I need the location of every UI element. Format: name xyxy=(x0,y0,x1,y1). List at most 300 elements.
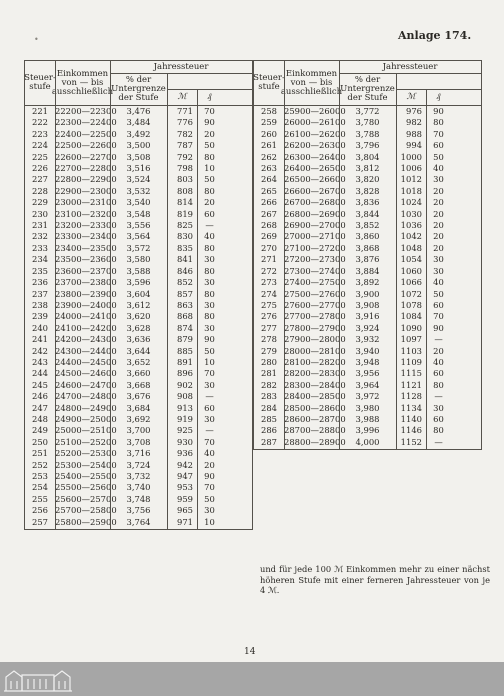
table-row xyxy=(254,163,481,174)
table-row xyxy=(25,163,252,174)
cell-prozent: 3,732 xyxy=(126,471,151,481)
tax-table-right xyxy=(253,60,482,450)
tax-table-left xyxy=(24,60,253,530)
cell-mark: 792 xyxy=(177,151,193,162)
cell-pfennig: 20 xyxy=(433,231,444,242)
cell-einkommen: 24900—25000 xyxy=(55,413,117,424)
cell-einkommen: 24500—24600 xyxy=(55,368,117,379)
cell-stufe: 257 xyxy=(32,516,48,527)
col-header-mark xyxy=(396,89,426,105)
cell-einkommen: 24300—24400 xyxy=(55,345,117,356)
cell-prozent: 3,724 xyxy=(126,459,151,470)
cell-pfennig: 10 xyxy=(204,163,215,174)
cell-einkommen: 27900—28000 xyxy=(284,334,346,345)
col-header-einkommen xyxy=(51,61,114,105)
cell-einkommen: 25900—26000 xyxy=(284,106,346,116)
cell-mark: 782 xyxy=(177,128,193,139)
cell-pfennig: 30 xyxy=(204,299,215,310)
table-row xyxy=(254,140,481,151)
cell-pfennig: 20 xyxy=(204,197,215,208)
cell-mark: 1012 xyxy=(400,174,422,185)
table-row xyxy=(25,517,252,528)
cell-pfennig: 50 xyxy=(433,151,444,162)
cell-mark: 1018 xyxy=(400,185,422,196)
cell-mark: 1042 xyxy=(400,231,422,242)
cell-einkommen: 22700—22800 xyxy=(55,163,117,174)
header-divider xyxy=(110,61,111,105)
table-row xyxy=(25,254,252,265)
table-row xyxy=(25,289,252,300)
cell-prozent: 3,524 xyxy=(126,174,151,185)
cell-pfennig: 30 xyxy=(433,174,444,185)
cell-prozent: 3,972 xyxy=(355,391,380,402)
cell-einkommen: 24800—24900 xyxy=(55,402,117,413)
cell-stufe: 223 xyxy=(32,128,48,139)
cell-prozent: 3,892 xyxy=(355,277,380,288)
cell-einkommen: 25300—25400 xyxy=(55,459,117,470)
cell-einkommen: 24700—24800 xyxy=(55,391,117,402)
cell-prozent: 3,580 xyxy=(126,254,151,265)
cell-prozent: 3,780 xyxy=(355,117,380,128)
cell-pfennig: 30 xyxy=(204,413,215,424)
cell-pfennig: 90 xyxy=(204,334,215,345)
cell-prozent: 3,836 xyxy=(355,197,380,208)
cell-mark: 919 xyxy=(177,413,193,424)
cell-prozent: 3,900 xyxy=(355,288,380,299)
cell-einkommen: 27000—27100 xyxy=(284,231,346,242)
cell-stufe: 264 xyxy=(261,174,277,185)
header-divider xyxy=(284,61,285,105)
cell-stufe: 281 xyxy=(261,368,277,379)
cell-mark: 1121 xyxy=(400,379,422,390)
cell-stufe: 238 xyxy=(32,299,48,310)
table-row xyxy=(254,106,481,117)
cell-pfennig: 70 xyxy=(433,128,444,139)
cell-einkommen: 28300—28400 xyxy=(284,379,346,390)
col-header-einkommen xyxy=(280,61,343,105)
cell-stufe: 287 xyxy=(261,436,277,447)
cell-stufe: 236 xyxy=(32,277,48,288)
cell-einkommen: 27100—27200 xyxy=(284,242,346,253)
cell-einkommen: 23100—23200 xyxy=(55,208,117,219)
column-divider xyxy=(339,105,340,449)
cell-pfennig: 30 xyxy=(433,402,444,413)
cell-mark: 965 xyxy=(177,505,193,516)
cell-einkommen: 22200—22300 xyxy=(55,106,117,116)
cell-stufe: 267 xyxy=(261,208,277,219)
cell-pfennig: 20 xyxy=(433,242,444,253)
table-row xyxy=(254,380,481,391)
cell-pfennig: 70 xyxy=(204,368,215,379)
cell-einkommen: 28600—28700 xyxy=(284,413,346,424)
cell-einkommen: 26200—26300 xyxy=(284,140,346,151)
table-row xyxy=(254,129,481,140)
cell-stufe: 259 xyxy=(261,117,277,128)
cell-prozent: 3,660 xyxy=(126,368,151,379)
cell-prozent: 3,636 xyxy=(126,334,151,345)
cell-pfennig: 80 xyxy=(433,379,444,390)
cell-mark: 925 xyxy=(177,425,193,436)
cell-pfennig: 50 xyxy=(204,493,215,504)
cell-prozent: 3,924 xyxy=(355,322,380,333)
cell-pfennig: 30 xyxy=(433,254,444,265)
cell-mark: 953 xyxy=(177,482,193,493)
cell-mark: 830 xyxy=(177,231,193,242)
cell-pfennig: 90 xyxy=(204,471,215,481)
cell-einkommen: 25800—25900 xyxy=(55,516,117,527)
table-row xyxy=(25,482,252,493)
cell-pfennig: 60 xyxy=(433,299,444,310)
cell-mark: 1103 xyxy=(400,345,422,356)
cell-mark: 936 xyxy=(177,448,193,459)
table-row xyxy=(25,266,252,277)
col-header-prozent xyxy=(110,73,167,105)
table-row xyxy=(25,174,252,185)
cell-pfennig: — xyxy=(205,425,214,436)
cell-prozent: 3,844 xyxy=(355,208,380,219)
header-divider xyxy=(426,89,427,105)
table-row xyxy=(25,357,252,368)
cell-stufe: 273 xyxy=(261,277,277,288)
cell-stufe: 249 xyxy=(32,425,48,436)
cell-stufe: 272 xyxy=(261,265,277,276)
cell-einkommen: 22300—22400 xyxy=(55,117,117,128)
cell-stufe: 250 xyxy=(32,436,48,447)
col-header-stufe xyxy=(25,61,55,105)
table-row xyxy=(25,323,252,334)
cell-einkommen: 23900—24000 xyxy=(55,299,117,310)
cell-pfennig: — xyxy=(434,436,443,447)
cell-mark: 846 xyxy=(177,265,193,276)
header-divider xyxy=(197,89,198,105)
table-row xyxy=(254,391,481,402)
cell-stufe: 280 xyxy=(261,356,277,367)
header-divider xyxy=(167,73,168,105)
cell-stufe: 277 xyxy=(261,322,277,333)
cell-pfennig: — xyxy=(434,334,443,345)
cell-mark: 1084 xyxy=(400,311,422,322)
table-row xyxy=(254,357,481,368)
cell-pfennig: 40 xyxy=(433,277,444,288)
cell-mark: 798 xyxy=(177,163,193,174)
cell-stufe: 275 xyxy=(261,299,277,310)
cell-einkommen: 28400—28500 xyxy=(284,391,346,402)
cell-stufe: 237 xyxy=(32,288,48,299)
annex-label: Anlage 174. xyxy=(398,29,472,42)
cell-stufe: 248 xyxy=(32,413,48,424)
table-row xyxy=(25,448,252,459)
cell-prozent: 3,628 xyxy=(126,322,151,333)
cell-stufe: 242 xyxy=(32,345,48,356)
cell-stufe: 258 xyxy=(261,106,277,116)
cell-pfennig: — xyxy=(434,391,443,402)
cell-prozent: 3,932 xyxy=(355,334,380,345)
column-divider xyxy=(396,105,397,449)
cell-stufe: 283 xyxy=(261,391,277,402)
cell-mark: 1152 xyxy=(400,436,422,447)
cell-pfennig: 50 xyxy=(433,288,444,299)
library-building-icon xyxy=(2,667,74,693)
col-header-pfennig xyxy=(197,89,222,105)
cell-stufe: 269 xyxy=(261,231,277,242)
cell-prozent: 3,572 xyxy=(126,242,151,253)
cell-mark: 959 xyxy=(177,493,193,504)
header-rule xyxy=(167,89,252,90)
cell-stufe: 243 xyxy=(32,356,48,367)
cell-prozent: 3,716 xyxy=(126,448,151,459)
table-row xyxy=(254,209,481,220)
col-header-stufe xyxy=(254,61,284,105)
cell-mark: 971 xyxy=(177,516,193,527)
cell-mark: 1000 xyxy=(400,151,422,162)
cell-pfennig: 50 xyxy=(204,174,215,185)
table-row xyxy=(254,403,481,414)
cell-einkommen: 24400—24500 xyxy=(55,356,117,367)
cell-mark: 1078 xyxy=(400,299,422,310)
table-row xyxy=(25,197,252,208)
cell-pfennig: 20 xyxy=(204,128,215,139)
cell-stufe: 227 xyxy=(32,174,48,185)
cell-pfennig: 90 xyxy=(433,322,444,333)
cell-pfennig: 30 xyxy=(204,277,215,288)
cell-mark: 819 xyxy=(177,208,193,219)
table-row xyxy=(25,220,252,231)
cell-pfennig: 80 xyxy=(433,117,444,128)
cell-einkommen: 23400—23500 xyxy=(55,242,117,253)
cell-prozent: 3,612 xyxy=(126,299,151,310)
table-row xyxy=(254,254,481,265)
header-rule xyxy=(339,73,481,74)
col-header-jahressteuer-text: Jahressteuer xyxy=(153,61,209,72)
cell-pfennig: 20 xyxy=(433,197,444,208)
cell-prozent: 3,748 xyxy=(126,493,151,504)
table-row xyxy=(25,334,252,345)
cell-pfennig: 70 xyxy=(204,106,215,116)
cell-mark: 825 xyxy=(177,220,193,231)
cell-mark: 787 xyxy=(177,140,193,151)
cell-pfennig: 20 xyxy=(433,208,444,219)
cell-stufe: 222 xyxy=(32,117,48,128)
cell-pfennig: 60 xyxy=(433,413,444,424)
cell-mark: 1006 xyxy=(400,163,422,174)
cell-prozent: 3,964 xyxy=(355,379,380,390)
cell-pfennig: 40 xyxy=(204,448,215,459)
cell-stufe: 268 xyxy=(261,220,277,231)
cell-pfennig: 60 xyxy=(204,208,215,219)
column-divider xyxy=(110,105,111,529)
cell-mark: 902 xyxy=(177,379,193,390)
cell-stufe: 256 xyxy=(32,505,48,516)
cell-einkommen: 25700—25800 xyxy=(55,505,117,516)
cell-stufe: 270 xyxy=(261,242,277,253)
cell-einkommen: 28000—28100 xyxy=(284,345,346,356)
cell-einkommen: 22400—22500 xyxy=(55,128,117,139)
cell-stufe: 278 xyxy=(261,334,277,345)
cell-prozent: 3,516 xyxy=(126,163,151,174)
cell-prozent: 3,852 xyxy=(355,220,380,231)
table-row xyxy=(254,311,481,322)
cell-pfennig: — xyxy=(205,220,214,231)
table-row xyxy=(25,152,252,163)
cell-prozent: 3,772 xyxy=(355,106,380,116)
table-row xyxy=(254,220,481,231)
col-header-pfennig xyxy=(426,89,451,105)
table-row xyxy=(254,197,481,208)
cell-einkommen: 26700—26800 xyxy=(284,197,346,208)
cell-mark: 1128 xyxy=(400,391,422,402)
table-row xyxy=(254,152,481,163)
cell-einkommen: 25200—25300 xyxy=(55,448,117,459)
cell-mark: 1024 xyxy=(400,197,422,208)
cell-pfennig: 20 xyxy=(433,220,444,231)
table-header xyxy=(254,61,481,106)
cell-stufe: 265 xyxy=(261,185,277,196)
cell-prozent: 3,500 xyxy=(126,140,151,151)
cell-einkommen: 23500—23600 xyxy=(55,254,117,265)
col-header-jahressteuer-text: Jahressteuer xyxy=(382,61,438,72)
table-row xyxy=(25,346,252,357)
cell-prozent: 3,644 xyxy=(126,345,151,356)
table-row xyxy=(254,277,481,288)
cell-mark: 803 xyxy=(177,174,193,185)
table-row xyxy=(254,414,481,425)
cell-mark: 771 xyxy=(177,106,193,116)
cell-pfennig: 40 xyxy=(433,163,444,174)
cell-stufe: 282 xyxy=(261,379,277,390)
cell-einkommen: 22800—22900 xyxy=(55,174,117,185)
table-row xyxy=(254,243,481,254)
cell-prozent: 3,652 xyxy=(126,356,151,367)
table-row xyxy=(25,106,252,117)
cell-pfennig: — xyxy=(205,391,214,402)
cell-prozent: 3,588 xyxy=(126,265,151,276)
cell-pfennig: 60 xyxy=(433,368,444,379)
cell-pfennig: 40 xyxy=(204,231,215,242)
cell-mark: 1072 xyxy=(400,288,422,299)
table-row xyxy=(25,231,252,242)
col-header-mark-text: ℳ xyxy=(177,91,187,102)
column-divider xyxy=(167,105,168,529)
cell-einkommen: 22900—23000 xyxy=(55,185,117,196)
table-row xyxy=(25,391,252,402)
table-row xyxy=(25,425,252,436)
cell-einkommen: 28500—28600 xyxy=(284,402,346,413)
cell-einkommen: 23000—23100 xyxy=(55,197,117,208)
cell-mark: 1134 xyxy=(400,402,422,413)
ink-dot: • xyxy=(34,35,39,44)
cell-einkommen: 26000—26100 xyxy=(284,117,346,128)
cell-stufe: 255 xyxy=(32,493,48,504)
cell-einkommen: 23700—23800 xyxy=(55,277,117,288)
cell-einkommen: 23300—23400 xyxy=(55,231,117,242)
cell-einkommen: 28200—28300 xyxy=(284,368,346,379)
cell-prozent: 3,820 xyxy=(355,174,380,185)
page-number: 14 xyxy=(244,647,256,657)
cell-stufe: 229 xyxy=(32,197,48,208)
col-header-prozent xyxy=(339,73,396,105)
cell-einkommen: 28700—28800 xyxy=(284,425,346,436)
column-divider xyxy=(55,105,56,529)
cell-mark: 1097 xyxy=(400,334,422,345)
cell-pfennig: 70 xyxy=(433,311,444,322)
table-row xyxy=(254,437,481,448)
cell-mark: 863 xyxy=(177,299,193,310)
footnote: und für jede 100 ℳ Einkommen mehr zu einer nächst höheren Stufe mit einer ferneren Jahressteuer von je 4 ℳ. xyxy=(260,564,490,595)
cell-stufe: 244 xyxy=(32,368,48,379)
cell-einkommen: 26800—26900 xyxy=(284,208,346,219)
cell-prozent: 3,596 xyxy=(126,277,151,288)
cell-stufe: 235 xyxy=(32,265,48,276)
cell-stufe: 234 xyxy=(32,254,48,265)
col-header-pfennig-text: ₰ xyxy=(436,91,441,102)
cell-mark: 776 xyxy=(177,117,193,128)
cell-stufe: 276 xyxy=(261,311,277,322)
table-row xyxy=(25,300,252,311)
cell-prozent: 3,796 xyxy=(355,140,380,151)
table-row xyxy=(254,300,481,311)
cell-mark: 896 xyxy=(177,368,193,379)
cell-pfennig: 20 xyxy=(204,459,215,470)
cell-einkommen: 27400—27500 xyxy=(284,277,346,288)
cell-mark: 835 xyxy=(177,242,193,253)
cell-prozent: 3,476 xyxy=(126,106,151,116)
cell-mark: 841 xyxy=(177,254,193,265)
cell-mark: 857 xyxy=(177,288,193,299)
cell-einkommen: 27300—27400 xyxy=(284,265,346,276)
table-row xyxy=(25,311,252,322)
cell-prozent: 3,676 xyxy=(126,391,151,402)
cell-mark: 994 xyxy=(406,140,422,151)
cell-einkommen: 24100—24200 xyxy=(55,322,117,333)
cell-prozent: 3,788 xyxy=(355,128,380,139)
cell-mark: 942 xyxy=(177,459,193,470)
cell-stufe: 261 xyxy=(261,140,277,151)
cell-prozent: 3,708 xyxy=(126,436,151,447)
cell-prozent: 3,604 xyxy=(126,288,151,299)
cell-mark: 885 xyxy=(177,345,193,356)
cell-mark: 1066 xyxy=(400,277,422,288)
cell-prozent: 3,564 xyxy=(126,231,151,242)
table-row xyxy=(25,129,252,140)
cell-pfennig: 20 xyxy=(433,185,444,196)
cell-mark: 814 xyxy=(177,197,193,208)
cell-stufe: 225 xyxy=(32,151,48,162)
cell-pfennig: 20 xyxy=(433,345,444,356)
cell-einkommen: 26600—26700 xyxy=(284,185,346,196)
cell-pfennig: 80 xyxy=(204,288,215,299)
cell-einkommen: 27600—27700 xyxy=(284,299,346,310)
cell-prozent: 3,876 xyxy=(355,254,380,265)
cell-prozent: 3,988 xyxy=(355,413,380,424)
cell-prozent: 3,508 xyxy=(126,151,151,162)
cell-prozent: 3,756 xyxy=(126,505,151,516)
cell-pfennig: 70 xyxy=(204,482,215,493)
cell-mark: 908 xyxy=(177,391,193,402)
cell-einkommen: 25000—25100 xyxy=(55,425,117,436)
cell-prozent: 3,484 xyxy=(126,117,151,128)
col-header-prozent-text: % der Untergrenze der Stufe xyxy=(340,74,395,103)
cell-stufe: 239 xyxy=(32,311,48,322)
table-body xyxy=(25,106,252,528)
table-row xyxy=(25,380,252,391)
table-row xyxy=(254,266,481,277)
table-row xyxy=(25,414,252,425)
cell-prozent: 3,740 xyxy=(126,482,151,493)
cell-prozent: 3,668 xyxy=(126,379,151,390)
cell-mark: 976 xyxy=(406,106,422,116)
cell-prozent: 3,908 xyxy=(355,299,380,310)
cell-mark: 1109 xyxy=(400,356,422,367)
